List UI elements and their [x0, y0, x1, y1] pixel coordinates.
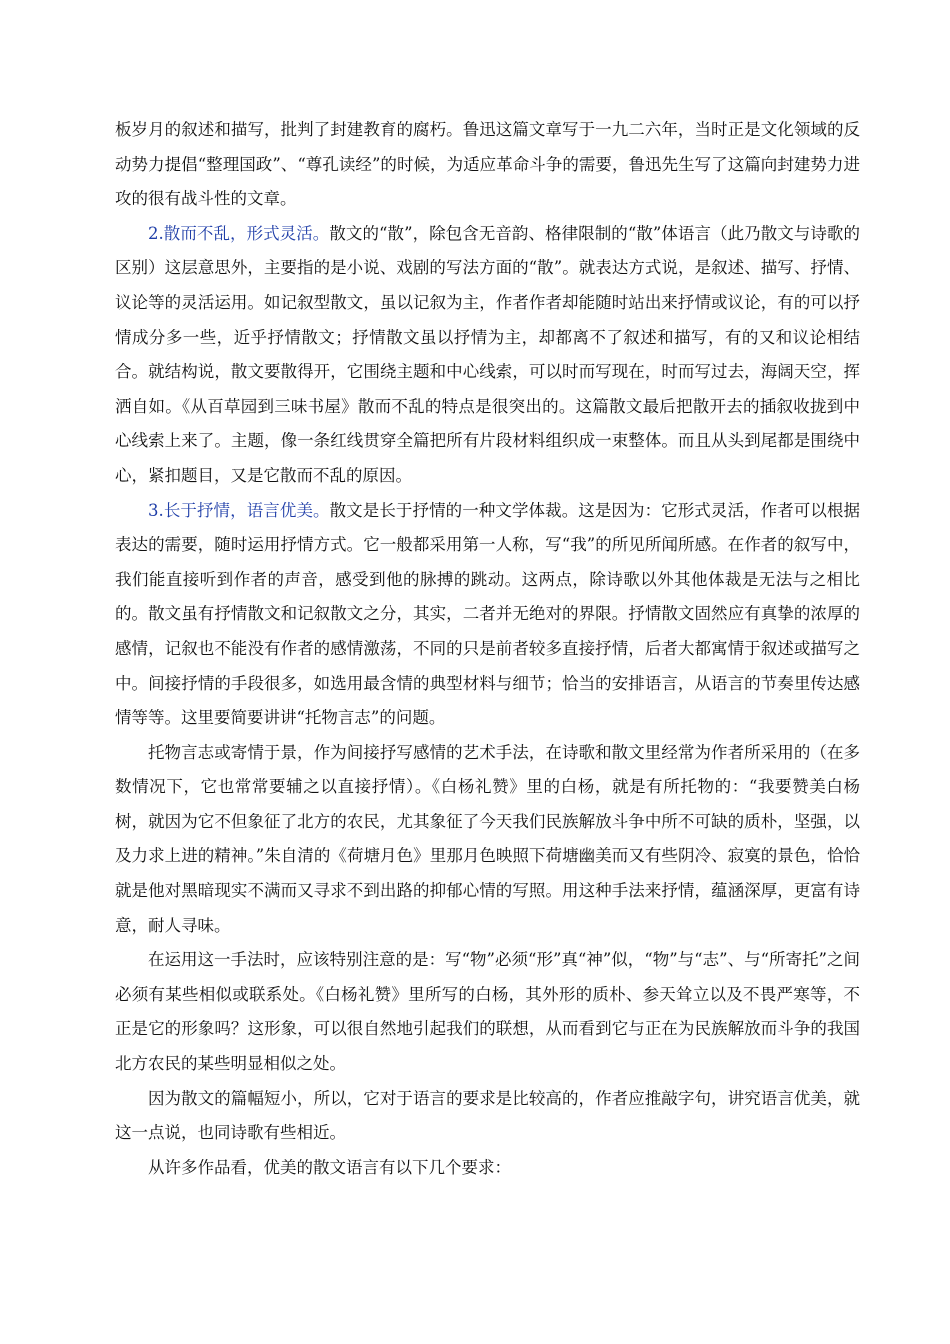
document-page	[115, 113, 860, 1185]
paragraph-lyrical	[115, 494, 860, 736]
paragraph-symbolism	[115, 736, 860, 944]
paragraph-scattered-form	[115, 217, 860, 494]
section-heading-2: 2.散而不乱，形式灵活。	[148, 223, 330, 243]
paragraph-text: 因为散文的篇幅短小，所以，它对于语言的要求是比较高的，作者应推敲字句，讲究语言优美，就这一点说，也同诗歌有些相近。	[115, 1088, 860, 1143]
paragraph-text: 在运用这一手法时，应该特别注意的是：写“物”必须“形”真“神”似，“物”与“志”、与“所寄托”之间必须有某些相似或联系处。《白杨礼赞》里所写的白杨，其外形的质朴、参天耸立以及不畏严寒等，不正是它的形象吗？这形象，可以很自然地引起我们的联想，从而看到它与正在为民族解放而斗争的我国北方农民的某些明显相似之处。	[115, 950, 860, 1074]
paragraph-technique-note	[115, 943, 860, 1081]
paragraph-text: 散文是长于抒情的一种文学体裁。这是因为：它形式灵活，作者可以根据表达的需要，随时运用抒情方式。它一般都采用第一人称，写“我”的所见所闻所感。在作者的叙写中，我们能直接听到作者的声音，感受到他的脉搏的跳动。这两点，除诗歌以外其他体裁是无法与之相比的。散文虽有抒情散文和记叙散文之分，其实，二者并无绝对的界限。抒情散文固然应有真挚的浓厚的感情，记叙也不能没有作者的感情激荡，不同的只是前者较多直接抒情，后者大都寓情于叙述或描写之中。间接抒情的手段很多，如选用最含情的典型材料与细节；恰当的安排语言，从语言的节奏里传达感情等等。这里要简要讲讲“托物言志”的问题。	[115, 500, 861, 728]
paragraph-text: 从许多作品看，优美的散文语言有以下几个要求：	[148, 1157, 511, 1177]
paragraph-language	[115, 1082, 860, 1151]
paragraph-text: 托物言志或寄情于景，作为间接抒写感情的艺术手法，在诗歌和散文里经常为作者所采用的（在多数情况下，它也常常要辅之以直接抒情）。《白杨礼赞》里的白杨，就是有所托物的：“我要赞美白杨树，就因为它不但象征了北方的农民，尤其象征了今天我们民族解放斗争中所不可缺的质朴，坚强，以及力求上进的精神。”朱自清的《荷塘月色》里那月色映照下荷塘幽美而又有些阴冷、寂寞的景色，恰恰就是他对黑暗现实不满而又寻求不到出路的抑郁心情的写照。用这种手法来抒情，蕴涵深厚，更富有诗意，耐人寻味。	[115, 742, 860, 935]
paragraph-continuation	[115, 113, 860, 217]
section-heading-3: 3.长于抒情，语言优美。	[148, 500, 330, 520]
paragraph-text: 板岁月的叙述和描写，批判了封建教育的腐朽。鲁迅这篇文章写于一九二六年，当时正是文化领域的反动势力提倡“整理国政”、“尊孔读经”的时候，为适应革命斗争的需要，鲁迅先生写了这篇向封建势力进攻的很有战斗性的文章。	[115, 120, 860, 209]
paragraph-text: 散文的“散”，除包含无音韵、格律限制的“散”体语言（此乃散文与诗歌的区别）这层意思外，主要指的是小说、戏剧的写法方面的“散”。就表达方式说，是叙述、描写、抒情、议论等的灵活运用。如记叙型散文，虽以记叙为主，作者作者却能随时站出来抒情或议论，有的可以抒情成分多一些，近乎抒情散文；抒情散文虽以抒情为主，却都离不了叙述和描写，有的又和议论相结合。就结构说，散文要散得开，它围绕主题和中心线索，可以时而写现在，时而写过去，海阔天空，挥洒自如。《从百草园到三味书屋》散而不乱的特点是很突出的。这篇散文最后把散开去的插叙收拢到中心线索上来了。主题，像一条红线贯穿全篇把所有片段材料组织成一束整体。而且从头到尾都是围绕中心，紧扣题目，又是它散而不乱的原因。	[115, 223, 860, 485]
paragraph-requirements-intro	[115, 1151, 860, 1186]
